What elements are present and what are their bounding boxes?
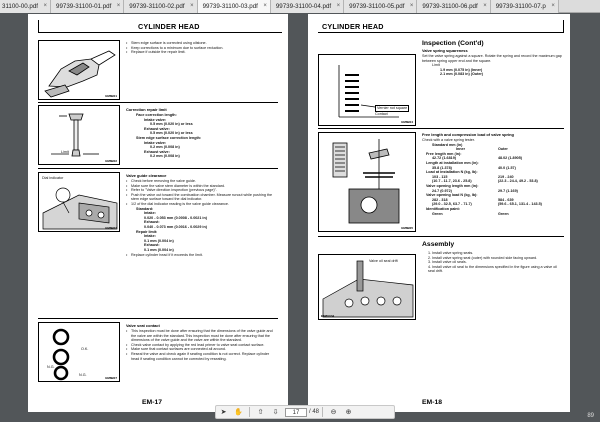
header-tick xyxy=(563,20,564,33)
figure-caption: EM8V034 xyxy=(321,314,335,318)
page-number: EM-17 xyxy=(142,399,163,406)
outer-value: Green xyxy=(498,211,509,216)
separator xyxy=(249,407,250,417)
outer-value: 219 - 240 xyxy=(498,174,514,179)
standard-unit-label: Standard mm (in) xyxy=(432,142,463,147)
bullet-item: • Check before removing the valve guide. xyxy=(126,179,276,184)
spec-row-label: Valve opening load N (kg, lb): xyxy=(426,193,478,198)
hand-tool-icon[interactable]: ✋ xyxy=(234,409,243,416)
bullet-item: • Stem edge surface is corrected using oilstone. xyxy=(126,41,276,46)
squareness-description: Set the valve spring against a square. Rotate the spring and record the maximum gap between spring upper end and the square. xyxy=(422,54,562,63)
divider xyxy=(318,236,564,237)
tab-pdf[interactable] xyxy=(51,0,124,13)
close-icon[interactable]: × xyxy=(43,3,48,9)
spec-table xyxy=(422,152,564,216)
assembly-text xyxy=(422,251,564,274)
repair-limit-label: Repair limit: xyxy=(136,229,158,234)
squareness-title: Valve spring squareness xyxy=(422,48,468,53)
inner-value: Green xyxy=(432,211,443,216)
divider xyxy=(38,168,278,169)
header-title: CYLINDER HEAD xyxy=(322,22,384,31)
repair-exhaust-label: Exhaust: xyxy=(144,243,160,248)
correction-line: Exhaust valve: xyxy=(144,149,170,154)
tab-label: 99739-31100-02.pdf xyxy=(129,3,185,10)
close-icon[interactable]: × xyxy=(336,3,341,9)
bullet-item: • 1/2 of the dial indicator reading is the valve guide clearance. xyxy=(126,202,276,207)
free-length-text xyxy=(422,138,564,216)
tab-label: 99739-31100-05.pdf xyxy=(349,3,405,10)
inner-value: 103 - 115 xyxy=(432,174,448,179)
close-icon[interactable]: × xyxy=(190,3,194,9)
correction-line: 0.5 mm (0.020 in) or less xyxy=(150,131,193,136)
tab-pdf[interactable] xyxy=(124,0,197,13)
spec-row-label: Free length mm (in): xyxy=(426,151,462,156)
page-number-input[interactable]: 17 xyxy=(285,408,307,417)
zoom-out-icon[interactable]: ⊖ xyxy=(330,409,337,416)
close-icon[interactable]: × xyxy=(483,3,487,9)
page-em18 xyxy=(308,14,570,412)
replace-note: • Replace cylinder head if it exceeds the limit. xyxy=(126,253,276,258)
close-icon[interactable]: × xyxy=(409,3,414,9)
assembly-step: 2. Install valve spring seat (outer) with rounded side facing upward. xyxy=(428,255,538,260)
prev-page-icon[interactable]: ⇧ xyxy=(257,409,264,416)
figure-caption: EM8B01 xyxy=(105,94,117,98)
limit-label: Limit xyxy=(61,150,69,154)
tab-label: 99739-31100-07.p xyxy=(495,3,546,10)
divider xyxy=(38,102,278,103)
repair-intake-value: 0.1 mm (0.004 in) xyxy=(144,238,174,243)
spring-squareness-figure xyxy=(318,54,416,126)
inner-column: Inner xyxy=(456,147,466,152)
inspection-title: Inspection (Cont'd) xyxy=(422,40,484,47)
spec-row-label: Valve opening length mm (in): xyxy=(426,183,479,188)
spec-row-label: Length at installation mm (in): xyxy=(426,160,479,165)
bullet-item: • Refer to "Valve direction inspection (previous page)". xyxy=(126,188,276,193)
repair-exhaust-value: 0.1 mm (0.004 in) xyxy=(144,247,174,252)
seat-contact-text xyxy=(126,329,276,361)
spec-row-values xyxy=(422,212,564,217)
tab-pdf[interactable] xyxy=(271,0,344,13)
tab-pdf[interactable] xyxy=(417,0,490,13)
page-total: / 48 xyxy=(309,409,320,415)
valve-stem-figure xyxy=(38,40,120,100)
assembly-step: 3. Install valve oil seals. xyxy=(428,260,467,265)
outer-value: 40.0 (1.57) xyxy=(498,165,516,170)
bullet-item: • Make sure that contact surfaces are connected all around. xyxy=(126,347,276,352)
dial-indicator-label: Dial indicator xyxy=(42,176,64,180)
tab-pdf[interactable] xyxy=(344,0,417,13)
limit-label: Limit xyxy=(432,63,440,68)
correction-title: Correction repair limit xyxy=(126,107,167,112)
page-header xyxy=(318,20,564,33)
zoom-in-icon[interactable]: ⊕ xyxy=(345,409,352,416)
header-title: CYLINDER HEAD xyxy=(138,22,200,31)
correction-line: 0.5 mm (0.020 in) or less xyxy=(150,122,193,127)
inner-value: 42.72 (1.6819) xyxy=(432,156,456,161)
bullet-item: • This inspection must be done after ensuring that the dimensions of the valve guide and the valve are within the standard.This inspection must be done after ensuring that the dimensions of the valve guide and the valve are within the standard. xyxy=(126,329,276,343)
tab-pdf[interactable] xyxy=(198,0,271,13)
limit-outer: 2.1 mm (0.083 in) (Outer) xyxy=(440,72,484,77)
bullet-item: • Reseal the valve and check again if seating condition is not correct. Replace cylinder head if seating condition cannot be corrected by reseating. xyxy=(126,352,276,361)
exhaust-label: Exhaust: xyxy=(144,220,160,225)
ng-label-1: N.G. xyxy=(47,365,55,369)
figure-caption: EM8B07 xyxy=(105,376,117,380)
next-page-icon[interactable]: ⇩ xyxy=(272,409,279,416)
guide-clearance-text xyxy=(126,179,276,257)
tab-bar xyxy=(0,0,600,13)
close-icon[interactable]: × xyxy=(263,3,267,9)
vernier-label: Vernier not square xyxy=(377,106,408,110)
divider xyxy=(318,128,564,129)
bullet-item: • Replace if outside the repair limit. xyxy=(126,50,276,55)
assembly-step: 1. Install valve spring seats. xyxy=(428,251,474,255)
inner-value: 24.7 (0.972) xyxy=(432,188,452,193)
separator xyxy=(322,407,323,417)
drift-label: Valve oil seal drift xyxy=(369,259,398,263)
inner-value: (29.0 - 32.5, 63.7 - 71.7) xyxy=(432,202,472,207)
inner-value: 35.8 (1.378) xyxy=(432,165,452,170)
repair-intake-label: Intake: xyxy=(144,234,156,239)
ok-label: O.K. xyxy=(81,347,89,351)
dial-indicator-figure xyxy=(38,172,120,232)
figure-caption: EM8B04 xyxy=(401,120,413,124)
squareness-text xyxy=(422,54,564,77)
correction-line: Intake valve: xyxy=(144,140,167,145)
tab-label: 99739-31100-04.pdf xyxy=(275,3,332,10)
tab-pdf[interactable] xyxy=(491,0,559,13)
tab-label: 99739-31100-01.pdf xyxy=(56,3,112,10)
tab-label: 99739-31100-06.pdf xyxy=(422,3,478,10)
outer-value: 48.02 (1.8905) xyxy=(498,156,522,161)
outer-column: Outer xyxy=(498,147,508,152)
assembly-title: Assembly xyxy=(422,241,455,248)
seat-contact-title: Valve seat contact xyxy=(126,323,160,328)
intake-label: Intake: xyxy=(144,211,156,216)
correction-line: Stem edge surface correction length: xyxy=(136,135,202,140)
outer-value: 584 - 639 xyxy=(498,197,514,202)
inner-value: 282 - 318 xyxy=(432,197,448,202)
zoom-indicator: 89 xyxy=(587,413,594,419)
correction-text xyxy=(136,113,276,159)
ng-label-2: N.G. xyxy=(79,373,87,377)
correction-line: 0.2 mm (0.008 in) xyxy=(150,154,180,159)
assembly-step: 4. Install valve oil seal to the dimensions specified in the figure using a valve oil seal drift. xyxy=(428,264,557,274)
inner-value: (10.7 - 11.7, 23.6 - 25.8) xyxy=(432,179,472,184)
outer-value: 29.7 (1.169) xyxy=(498,188,518,193)
tab-label: 31100-00.pdf xyxy=(2,3,39,10)
close-icon[interactable]: × xyxy=(116,3,121,9)
bullet-item: • Keep corrections to a minimum due to surface reduction. xyxy=(126,46,276,51)
contact-label: Contact xyxy=(375,112,388,116)
free-length-title: Free length and compression load of valve spring xyxy=(422,132,514,137)
guide-clearance-title: Valve guide clearance xyxy=(126,173,167,178)
inspection-text xyxy=(126,41,276,55)
figure-caption: EM8B03 xyxy=(105,226,117,230)
page-header xyxy=(38,20,282,33)
correction-line: 0.2 mm (0.008 in) xyxy=(150,145,180,150)
standard-label: Standard: xyxy=(136,206,154,211)
oil-seal-figure xyxy=(318,254,416,320)
correction-line: Intake valve: xyxy=(144,117,167,122)
bullet-item: • Make sure the valve stem diameter is within the standard. xyxy=(126,184,276,189)
page-number: EM-18 xyxy=(422,399,443,406)
figure-caption: EM8B02 xyxy=(105,159,117,163)
limit-inner: 1.9 mm (0.075 in) (Inner) xyxy=(440,67,483,72)
outer-value: (59.6 - 65.1, 131.4 - 143.5) xyxy=(498,202,542,207)
page-em17 xyxy=(28,14,288,412)
tab-label: 99739-31100-03.pdf xyxy=(202,3,258,10)
spring-tester-figure xyxy=(318,132,416,232)
figure-caption: EM8B05 xyxy=(401,226,413,230)
tab-pdf[interactable] xyxy=(0,0,51,13)
seat-contact-figure xyxy=(38,322,120,382)
spec-row-label: Load at installation N (kg, lb): xyxy=(426,170,478,175)
correction-line: Face correction length: xyxy=(136,113,177,117)
valve-limit-figure xyxy=(38,105,120,165)
check-note: Check with a valve spring tester. xyxy=(422,138,475,142)
divider xyxy=(38,318,278,319)
page-toolbar xyxy=(215,405,395,419)
bullet-item: • Push the valve out toward the combustion chamber. Measure runout while pushing the stem edge surface toward the dial indicator. xyxy=(126,193,276,202)
bullet-item: • Check valve contact by applying the red lead primer to valve seat contact surface. xyxy=(126,343,276,348)
intake-value: 0.020 - 0.053 mm (0.0008 - 0.0021 in) xyxy=(144,215,207,220)
header-tick xyxy=(38,20,39,33)
spec-row-label: Identification paint: xyxy=(426,206,461,211)
select-tool-icon[interactable]: ➤ xyxy=(220,409,227,416)
exhaust-value: 0.040 - 0.073 mm (0.0016 - 0.0029 in) xyxy=(144,224,207,229)
close-icon[interactable]: × xyxy=(551,3,555,9)
correction-line: Exhaust valve: xyxy=(144,126,170,131)
outer-value: (22.3 - 24.4, 49.2 - 53.8) xyxy=(498,179,538,184)
